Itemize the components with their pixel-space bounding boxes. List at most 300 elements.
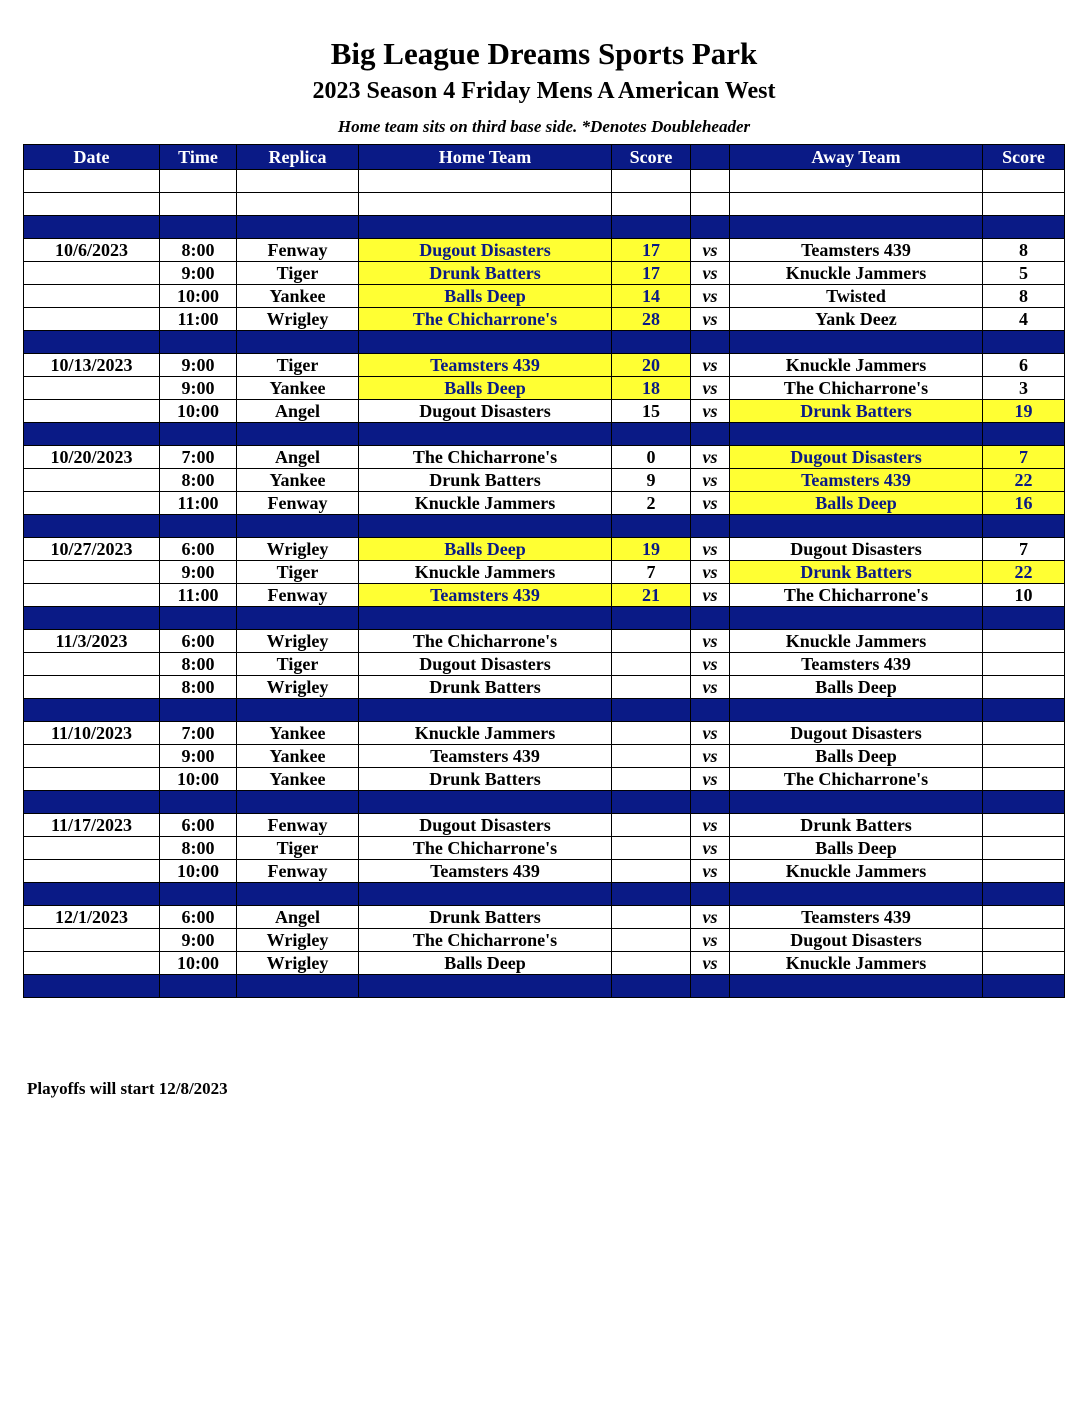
away-score-cell	[983, 722, 1065, 745]
separator-cell	[24, 607, 160, 630]
home-team-cell: Teamsters 439	[359, 584, 612, 607]
vs-cell: vs	[691, 377, 730, 400]
separator-cell	[160, 975, 237, 998]
away-team-cell: Yank Deez	[730, 308, 983, 331]
separator-cell	[237, 883, 359, 906]
blank-cell	[983, 170, 1065, 193]
separator-cell	[612, 515, 691, 538]
replica-cell: Fenway	[237, 492, 359, 515]
separator-cell	[612, 216, 691, 239]
away-team-cell: Dugout Disasters	[730, 538, 983, 561]
away-team-cell: The Chicharrone's	[730, 768, 983, 791]
away-team-cell: Knuckle Jammers	[730, 262, 983, 285]
separator-cell	[983, 423, 1065, 446]
separator-cell	[983, 975, 1065, 998]
away-team-cell: Knuckle Jammers	[730, 952, 983, 975]
table-row	[24, 400, 1065, 423]
separator-cell	[237, 791, 359, 814]
separator-cell	[612, 607, 691, 630]
separator-cell	[691, 331, 730, 354]
time-cell: 9:00	[160, 561, 237, 584]
home-team-cell: The Chicharrone's	[359, 630, 612, 653]
home-team-cell: Balls Deep	[359, 952, 612, 975]
home-score-cell	[612, 768, 691, 791]
header-home-team: Home Team	[359, 145, 612, 170]
separator-cell	[160, 699, 237, 722]
separator-cell	[691, 515, 730, 538]
replica-cell: Yankee	[237, 377, 359, 400]
away-team-cell: The Chicharrone's	[730, 584, 983, 607]
separator-cell	[24, 331, 160, 354]
away-team-cell: Dugout Disasters	[730, 929, 983, 952]
blank-cell	[691, 193, 730, 216]
separator-cell	[730, 791, 983, 814]
home-team-cell: The Chicharrone's	[359, 446, 612, 469]
home-score-cell: 17	[612, 262, 691, 285]
home-score-cell: 9	[612, 469, 691, 492]
table-row	[24, 768, 1065, 791]
week-separator-row	[24, 515, 1065, 538]
home-team-cell: Drunk Batters	[359, 676, 612, 699]
blank-row	[24, 170, 1065, 193]
time-cell: 9:00	[160, 354, 237, 377]
away-team-cell: Drunk Batters	[730, 400, 983, 423]
time-cell: 9:00	[160, 262, 237, 285]
away-score-cell: 7	[983, 538, 1065, 561]
table-row	[24, 561, 1065, 584]
separator-cell	[237, 216, 359, 239]
separator-cell	[160, 331, 237, 354]
separator-cell	[237, 699, 359, 722]
week-separator-row	[24, 699, 1065, 722]
separator-cell	[359, 699, 612, 722]
date-cell: 10/27/2023	[24, 538, 160, 561]
header-away-score: Score	[983, 145, 1065, 170]
home-team-cell: Dugout Disasters	[359, 400, 612, 423]
replica-cell: Yankee	[237, 745, 359, 768]
time-cell: 10:00	[160, 400, 237, 423]
away-team-cell: Knuckle Jammers	[730, 860, 983, 883]
away-team-cell: Drunk Batters	[730, 814, 983, 837]
home-team-cell: Balls Deep	[359, 538, 612, 561]
home-team-cell: Teamsters 439	[359, 354, 612, 377]
home-score-cell: 7	[612, 561, 691, 584]
away-score-cell	[983, 630, 1065, 653]
separator-cell	[612, 331, 691, 354]
replica-cell: Tiger	[237, 653, 359, 676]
away-team-cell: Balls Deep	[730, 492, 983, 515]
replica-cell: Fenway	[237, 860, 359, 883]
week-separator-row	[24, 607, 1065, 630]
vs-cell: vs	[691, 837, 730, 860]
date-cell	[24, 952, 160, 975]
time-cell: 6:00	[160, 630, 237, 653]
schedule-body	[24, 170, 1065, 998]
time-cell: 7:00	[160, 446, 237, 469]
table-row	[24, 745, 1065, 768]
away-team-cell: Drunk Batters	[730, 561, 983, 584]
separator-cell	[730, 607, 983, 630]
separator-cell	[24, 216, 160, 239]
blank-cell	[237, 193, 359, 216]
separator-cell	[160, 883, 237, 906]
separator-cell	[24, 975, 160, 998]
home-score-cell	[612, 837, 691, 860]
away-score-cell: 7	[983, 446, 1065, 469]
vs-cell: vs	[691, 653, 730, 676]
home-team-cell: Teamsters 439	[359, 860, 612, 883]
away-team-cell: Teamsters 439	[730, 239, 983, 262]
separator-cell	[359, 515, 612, 538]
vs-cell: vs	[691, 860, 730, 883]
home-score-cell: 17	[612, 239, 691, 262]
replica-cell: Tiger	[237, 561, 359, 584]
replica-cell: Fenway	[237, 584, 359, 607]
table-row	[24, 837, 1065, 860]
blank-cell	[730, 193, 983, 216]
separator-cell	[730, 216, 983, 239]
blank-cell	[359, 193, 612, 216]
header-home-score: Score	[612, 145, 691, 170]
replica-cell: Wrigley	[237, 308, 359, 331]
replica-cell: Angel	[237, 906, 359, 929]
away-team-cell: Balls Deep	[730, 676, 983, 699]
replica-cell: Angel	[237, 446, 359, 469]
separator-cell	[359, 216, 612, 239]
separator-cell	[730, 515, 983, 538]
away-score-cell	[983, 676, 1065, 699]
separator-cell	[983, 331, 1065, 354]
time-cell: 6:00	[160, 814, 237, 837]
table-row	[24, 469, 1065, 492]
home-score-cell	[612, 630, 691, 653]
separator-cell	[359, 423, 612, 446]
vs-cell: vs	[691, 308, 730, 331]
week-separator-row	[24, 975, 1065, 998]
replica-cell: Yankee	[237, 469, 359, 492]
replica-cell: Wrigley	[237, 929, 359, 952]
date-cell	[24, 653, 160, 676]
separator-cell	[730, 331, 983, 354]
away-score-cell: 19	[983, 400, 1065, 423]
table-header-row	[24, 145, 1065, 170]
away-team-cell: Dugout Disasters	[730, 446, 983, 469]
date-cell	[24, 929, 160, 952]
separator-cell	[359, 791, 612, 814]
replica-cell: Wrigley	[237, 538, 359, 561]
separator-cell	[237, 607, 359, 630]
home-score-cell	[612, 814, 691, 837]
time-cell: 8:00	[160, 469, 237, 492]
schedule-note: Home team sits on third base side. *Denotes Doubleheader	[337, 117, 751, 136]
vs-cell: vs	[691, 814, 730, 837]
date-cell	[24, 262, 160, 285]
home-score-cell: 14	[612, 285, 691, 308]
separator-cell	[237, 975, 359, 998]
home-team-cell: Drunk Batters	[359, 469, 612, 492]
vs-cell: vs	[691, 929, 730, 952]
replica-cell: Angel	[237, 400, 359, 423]
date-cell	[24, 285, 160, 308]
separator-cell	[983, 699, 1065, 722]
date-cell	[24, 377, 160, 400]
home-team-cell: Knuckle Jammers	[359, 722, 612, 745]
separator-cell	[983, 883, 1065, 906]
separator-cell	[359, 883, 612, 906]
home-score-cell	[612, 929, 691, 952]
separator-cell	[730, 883, 983, 906]
separator-cell	[237, 423, 359, 446]
week-separator-row	[24, 216, 1065, 239]
week-separator-row	[24, 791, 1065, 814]
replica-cell: Wrigley	[237, 952, 359, 975]
away-team-cell: Balls Deep	[730, 745, 983, 768]
vs-cell: vs	[691, 952, 730, 975]
time-cell: 9:00	[160, 929, 237, 952]
home-team-cell: Balls Deep	[359, 285, 612, 308]
separator-cell	[691, 975, 730, 998]
away-score-cell	[983, 814, 1065, 837]
vs-cell: vs	[691, 492, 730, 515]
vs-cell: vs	[691, 285, 730, 308]
home-score-cell	[612, 906, 691, 929]
date-cell	[24, 492, 160, 515]
date-cell	[24, 676, 160, 699]
away-team-cell: Dugout Disasters	[730, 722, 983, 745]
separator-cell	[160, 515, 237, 538]
away-score-cell: 10	[983, 584, 1065, 607]
separator-cell	[730, 423, 983, 446]
separator-cell	[983, 216, 1065, 239]
separator-cell	[359, 331, 612, 354]
replica-cell: Yankee	[237, 285, 359, 308]
separator-cell	[612, 423, 691, 446]
separator-cell	[730, 699, 983, 722]
vs-cell: vs	[691, 469, 730, 492]
replica-cell: Tiger	[237, 837, 359, 860]
time-cell: 6:00	[160, 538, 237, 561]
away-score-cell	[983, 906, 1065, 929]
table-row	[24, 492, 1065, 515]
vs-cell: vs	[691, 630, 730, 653]
time-cell: 10:00	[160, 952, 237, 975]
date-cell	[24, 745, 160, 768]
blank-cell	[691, 170, 730, 193]
replica-cell: Yankee	[237, 722, 359, 745]
home-score-cell: 18	[612, 377, 691, 400]
date-cell: 12/1/2023	[24, 906, 160, 929]
separator-cell	[691, 607, 730, 630]
date-cell	[24, 308, 160, 331]
separator-cell	[691, 699, 730, 722]
blank-cell	[612, 193, 691, 216]
page-title: Big League Dreams Sports Park	[330, 36, 758, 71]
separator-cell	[691, 216, 730, 239]
away-team-cell: Teamsters 439	[730, 469, 983, 492]
home-team-cell: Knuckle Jammers	[359, 492, 612, 515]
page-subtitle: 2023 Season 4 Friday Mens A American West	[312, 78, 776, 104]
table-row	[24, 630, 1065, 653]
vs-cell: vs	[691, 446, 730, 469]
vs-cell: vs	[691, 745, 730, 768]
time-cell: 10:00	[160, 768, 237, 791]
header-away-team: Away Team	[730, 145, 983, 170]
time-cell: 11:00	[160, 584, 237, 607]
table-row	[24, 239, 1065, 262]
vs-cell: vs	[691, 722, 730, 745]
separator-cell	[983, 791, 1065, 814]
replica-cell: Tiger	[237, 354, 359, 377]
time-cell: 10:00	[160, 285, 237, 308]
replica-cell: Tiger	[237, 262, 359, 285]
vs-cell: vs	[691, 561, 730, 584]
separator-cell	[24, 699, 160, 722]
separator-cell	[691, 423, 730, 446]
replica-cell: Fenway	[237, 814, 359, 837]
separator-cell	[730, 975, 983, 998]
away-score-cell	[983, 768, 1065, 791]
date-cell: 10/13/2023	[24, 354, 160, 377]
date-cell	[24, 860, 160, 883]
vs-cell: vs	[691, 906, 730, 929]
home-score-cell: 2	[612, 492, 691, 515]
replica-cell: Wrigley	[237, 630, 359, 653]
playoffs-note: Playoffs will start 12/8/2023	[27, 1079, 228, 1098]
separator-cell	[237, 515, 359, 538]
home-team-cell: The Chicharrone's	[359, 929, 612, 952]
home-team-cell: Knuckle Jammers	[359, 561, 612, 584]
header-date: Date	[24, 145, 160, 170]
vs-cell: vs	[691, 538, 730, 561]
table-row	[24, 860, 1065, 883]
separator-cell	[612, 883, 691, 906]
home-score-cell	[612, 653, 691, 676]
separator-cell	[612, 975, 691, 998]
table-row	[24, 906, 1065, 929]
blank-cell	[730, 170, 983, 193]
replica-cell: Wrigley	[237, 676, 359, 699]
separator-cell	[359, 975, 612, 998]
time-cell: 11:00	[160, 308, 237, 331]
blank-cell	[612, 170, 691, 193]
separator-cell	[160, 216, 237, 239]
blank-cell	[24, 193, 160, 216]
table-row	[24, 354, 1065, 377]
separator-cell	[983, 515, 1065, 538]
table-row	[24, 262, 1065, 285]
time-cell: 8:00	[160, 239, 237, 262]
separator-cell	[24, 515, 160, 538]
home-team-cell: Drunk Batters	[359, 906, 612, 929]
away-score-cell	[983, 860, 1065, 883]
home-score-cell: 21	[612, 584, 691, 607]
time-cell: 11:00	[160, 492, 237, 515]
date-cell: 10/6/2023	[24, 239, 160, 262]
home-team-cell: Drunk Batters	[359, 262, 612, 285]
separator-cell	[237, 331, 359, 354]
time-cell: 8:00	[160, 676, 237, 699]
table-row	[24, 285, 1065, 308]
home-score-cell: 0	[612, 446, 691, 469]
home-score-cell: 28	[612, 308, 691, 331]
separator-cell	[691, 883, 730, 906]
separator-cell	[160, 607, 237, 630]
date-cell: 11/10/2023	[24, 722, 160, 745]
time-cell: 6:00	[160, 906, 237, 929]
blank-row	[24, 193, 1065, 216]
date-cell	[24, 561, 160, 584]
header-time: Time	[160, 145, 237, 170]
schedule-table	[23, 144, 1065, 998]
separator-cell	[24, 791, 160, 814]
date-cell	[24, 469, 160, 492]
home-team-cell: Teamsters 439	[359, 745, 612, 768]
time-cell: 8:00	[160, 837, 237, 860]
table-row	[24, 653, 1065, 676]
home-score-cell	[612, 745, 691, 768]
blank-cell	[160, 193, 237, 216]
home-team-cell: The Chicharrone's	[359, 837, 612, 860]
separator-cell	[612, 699, 691, 722]
separator-cell	[691, 791, 730, 814]
date-cell	[24, 584, 160, 607]
away-score-cell: 22	[983, 561, 1065, 584]
home-team-cell: Drunk Batters	[359, 768, 612, 791]
away-score-cell: 6	[983, 354, 1065, 377]
home-team-cell: Dugout Disasters	[359, 653, 612, 676]
vs-cell: vs	[691, 584, 730, 607]
home-score-cell: 20	[612, 354, 691, 377]
blank-cell	[160, 170, 237, 193]
away-score-cell	[983, 929, 1065, 952]
away-score-cell: 22	[983, 469, 1065, 492]
week-separator-row	[24, 331, 1065, 354]
time-cell: 9:00	[160, 377, 237, 400]
separator-cell	[359, 607, 612, 630]
away-score-cell	[983, 745, 1065, 768]
away-score-cell	[983, 653, 1065, 676]
home-team-cell: Dugout Disasters	[359, 239, 612, 262]
home-score-cell: 19	[612, 538, 691, 561]
separator-cell	[24, 883, 160, 906]
table-row	[24, 722, 1065, 745]
away-score-cell: 4	[983, 308, 1065, 331]
table-row	[24, 584, 1065, 607]
separator-cell	[24, 423, 160, 446]
separator-cell	[612, 791, 691, 814]
home-score-cell: 15	[612, 400, 691, 423]
away-score-cell: 8	[983, 285, 1065, 308]
away-score-cell: 3	[983, 377, 1065, 400]
separator-cell	[160, 423, 237, 446]
date-cell	[24, 837, 160, 860]
vs-cell: vs	[691, 676, 730, 699]
vs-cell: vs	[691, 262, 730, 285]
date-cell	[24, 768, 160, 791]
time-cell: 7:00	[160, 722, 237, 745]
home-team-cell: Dugout Disasters	[359, 814, 612, 837]
away-team-cell: Knuckle Jammers	[730, 630, 983, 653]
home-score-cell	[612, 722, 691, 745]
separator-cell	[160, 791, 237, 814]
table-row	[24, 308, 1065, 331]
header-vs	[691, 145, 730, 170]
home-score-cell	[612, 860, 691, 883]
home-score-cell	[612, 676, 691, 699]
vs-cell: vs	[691, 354, 730, 377]
home-team-cell: Balls Deep	[359, 377, 612, 400]
replica-cell: Yankee	[237, 768, 359, 791]
